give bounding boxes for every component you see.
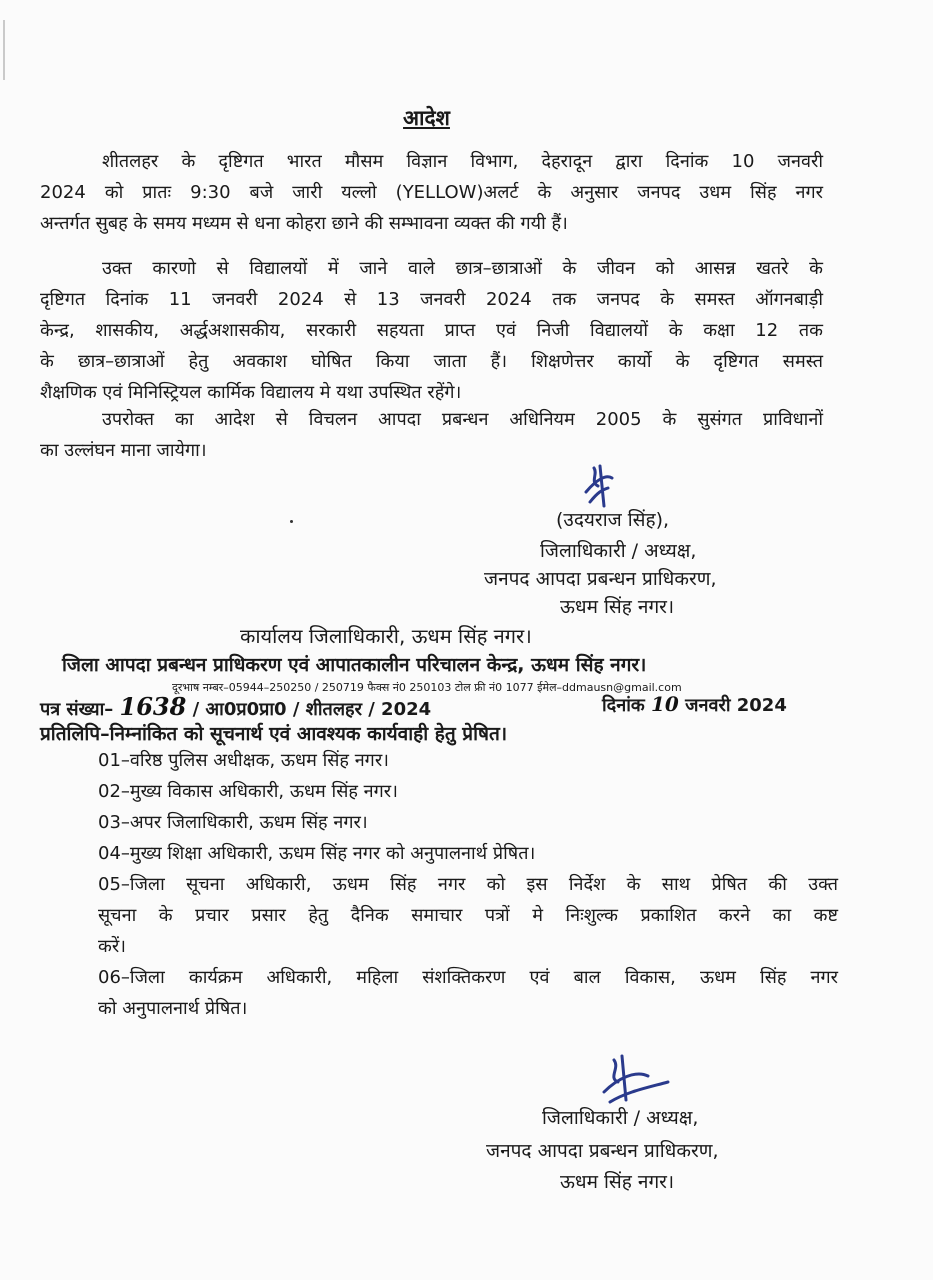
letter-date bbox=[602, 692, 787, 717]
date-day-handwritten: 10 bbox=[650, 692, 679, 716]
list-item: 04–मुख्य शिक्षा अधिकारी, ऊधम सिंह नगर को अनुपालनार्थ प्रेषित। bbox=[98, 843, 536, 864]
paragraph-line: शैक्षणिक एवं मिनिस्ट्रियल कार्मिक विद्यालय मे यथा उपस्थित रहेंगे। bbox=[40, 382, 462, 403]
signatory-authority: जनपद आपदा प्रबन्धन प्राधिकरण, bbox=[484, 568, 717, 590]
signatory-authority: जनपद आपदा प्रबन्धन प्राधिकरण, bbox=[486, 1140, 719, 1162]
letter-number-prefix: पत्र संख्या– bbox=[40, 699, 114, 720]
paragraph-line: उक्त कारणो से विद्यालयों में जाने वाले छात्र–छात्राओं के जीवन को आसन्न खतरे के bbox=[102, 258, 823, 279]
signatory-designation: जिलाधिकारी / अध्यक्ष, bbox=[542, 1107, 699, 1129]
office-heading: कार्यालय जिलाधिकारी, ऊधम सिंह नगर। bbox=[240, 624, 532, 648]
letter-number-row bbox=[40, 692, 431, 721]
office-contact: दूरभाष नम्बर–05944–250250 / 250719 फैक्स नं0 250103 टोल फ्री नं0 1077 ईमेल–ddmausn@gmail.com bbox=[172, 681, 682, 694]
list-item: 06–जिला कार्यक्रम अधिकारी, महिला संशक्तिकरण एवं बाल विकास, ऊधम सिंह नगर bbox=[98, 967, 838, 988]
paragraph-line: दृष्टिगत दिनांक 11 जनवरी 2024 से 13 जनवरी 2024 तक जनपद के समस्त ऑगनबाड़ी bbox=[40, 289, 823, 310]
signatory-designation: जिलाधिकारी / अध्यक्ष, bbox=[540, 540, 697, 562]
list-item: 01–वरिष्ठ पुलिस अधीक्षक, ऊधम सिंह नगर। bbox=[98, 750, 389, 771]
paragraph-line: अन्तर्गत सुबह के समय मध्यम से धना कोहरा छाने की सम्भावना व्यक्त की गयी हैं। bbox=[40, 213, 568, 234]
scan-edge-mark bbox=[3, 20, 5, 80]
paragraph-line: 2024 को प्रातः 9:30 बजे जारी यल्लो (YELLOW)अलर्ट के अनुसार जनपद उधम सिंह नगर bbox=[40, 182, 823, 203]
list-item-continuation: सूचना के प्रचार प्रसार हेतु दैनिक समाचार पत्रों मे निःशुल्क प्रकाशित करने का कष्ट bbox=[98, 905, 838, 926]
signatory-name: (उदयराज सिंह), bbox=[556, 509, 670, 531]
paragraph-line: उपरोक्त का आदेश से विचलन आपदा प्रबन्धन अधिनियम 2005 के सुसंगत प्राविधानों bbox=[102, 409, 823, 430]
list-item-continuation: को अनुपालनार्थ प्रेषित। bbox=[98, 998, 248, 1019]
list-item: 02–मुख्य विकास अधिकारी, ऊधम सिंह नगर। bbox=[98, 781, 398, 802]
office-subheading: जिला आपदा प्रबन्धन प्राधिकरण एवं आपातकालीन परिचालन केन्द्र, ऊधम सिंह नगर। bbox=[62, 654, 647, 676]
recipient-list bbox=[98, 745, 838, 1024]
signatory-place: ऊधम सिंह नगर। bbox=[560, 596, 675, 618]
order-title: आदेश bbox=[403, 106, 450, 130]
date-label: दिनांक bbox=[602, 695, 645, 716]
stray-mark bbox=[290, 520, 293, 523]
paragraph-line: का उल्लंघन माना जायेगा। bbox=[40, 440, 207, 461]
order-paragraph-2 bbox=[40, 253, 823, 408]
order-paragraph-1 bbox=[40, 146, 823, 239]
signature-scribble-2 bbox=[596, 1052, 676, 1108]
paragraph-line: के छात्र–छात्राओं हेतु अवकाश घोषित किया जाता हैं। शिक्षणेत्तर कार्यो के दृष्टिगत समस्त bbox=[40, 351, 823, 372]
letter-number-handwritten: 1638 bbox=[119, 692, 187, 721]
list-item: 05–जिला सूचना अधिकारी, ऊधम सिंह नगर को इस निर्देश के साथ प्रेषित की उक्त bbox=[98, 874, 838, 895]
letter-reference: / आ0प्र0प्रा0 / शीतलहर / 2024 bbox=[192, 699, 432, 720]
list-item: 03–अपर जिलाधिकारी, ऊधम सिंह नगर। bbox=[98, 812, 368, 833]
order-paragraph-3 bbox=[40, 404, 823, 466]
paragraph-line: केन्द्र, शासकीय, अर्द्धअशासकीय, सरकारी सहयता प्राप्त एवं निजी विद्यालयों के कक्षा 12 तक bbox=[40, 320, 823, 341]
date-month-year: जनवरी 2024 bbox=[685, 695, 787, 716]
list-item-continuation: करें। bbox=[98, 936, 127, 957]
paragraph-line: शीतलहर के दृष्टिगत भारत मौसम विज्ञान विभाग, देहरादून द्वारा दिनांक 10 जनवरी bbox=[102, 151, 823, 172]
copy-heading: प्रतिलिपि–निम्नांकित को सूचनार्थ एवं आवश्यक कार्यवाही हेतु प्रेषित। bbox=[40, 723, 508, 745]
signatory-place: ऊधम सिंह नगर। bbox=[560, 1171, 675, 1193]
